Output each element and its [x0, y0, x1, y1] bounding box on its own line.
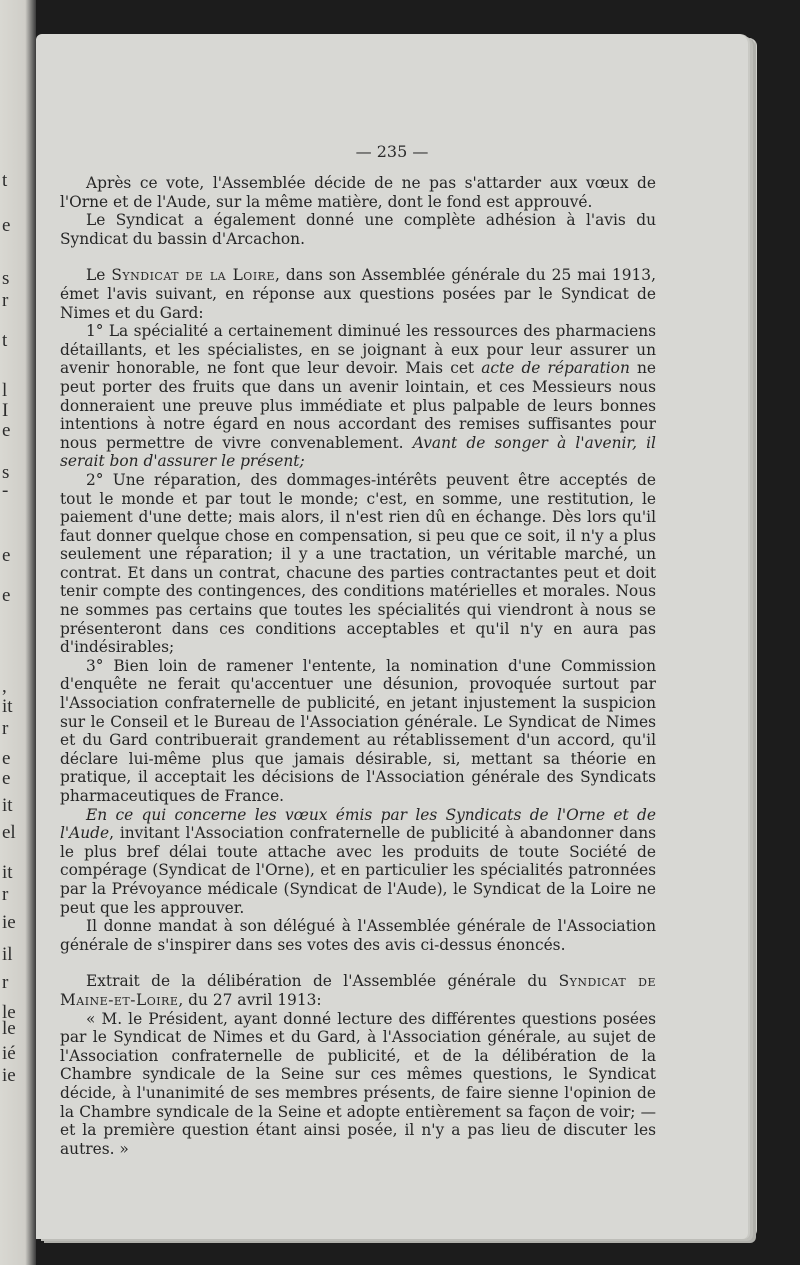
facing-page-fragment: l: [2, 380, 8, 401]
facing-page-fragment: r: [2, 884, 9, 905]
facing-page-fragment: le: [2, 1018, 16, 1039]
facing-page-fragment: el: [2, 822, 16, 843]
facing-page-edge: [0, 0, 36, 1265]
paragraph-2: Le Syndicat a également donné une complète adhésion à l'avis du Syndicat du bassin d'Arcachon.: [60, 211, 656, 248]
paragraph-4-b: ne peut porter des fruits que dans un avenir lointain, et ces Messieurs nous donneraient une preuve plus immédiate et plus palpable de leurs bonnes intentions à notre égard en nous accordant des remises suffisantes pour nous permettre de vivre convenablement.: [60, 359, 656, 452]
paragraph-3-rest: , dans son Assemblée générale du 25 mai 1913, émet l'avis suivant, en réponse aux questions posées par le Syndicat de Nimes et du Gard:: [60, 266, 656, 322]
paragraph-4: [60, 322, 656, 471]
page-number: — 235 —: [355, 142, 429, 161]
facing-page-fragment: s: [2, 462, 10, 483]
facing-page-fragment: e: [2, 768, 11, 789]
facing-page-fragment: s: [2, 268, 10, 289]
facing-page-fragment: it: [2, 696, 13, 717]
paragraph-7-italic: En ce qui concerne les vœux émis par les Syndicats de l'Orne et de l'Aude: [60, 805, 656, 843]
syndicat-loire-name: Syndicat de la Loire: [111, 266, 275, 285]
facing-page-fragment: il: [2, 944, 13, 965]
paragraph-4-italic-2: Avant de songer à l'avenir, il serait bon d'assurer le présent;: [60, 433, 656, 471]
paragraph-7: [60, 806, 656, 918]
paragraph-7-rest: , invitant l'Association confraternelle de publicité à abandonner dans le plus bref délai toute attache avec les produits de toute Société de compérage (Syndicat de l'Orne), et en particulier les spécialités patronnées par la Prévoyance médicale (Syndicat de l'Aude), le Syndicat de la Loire ne peut que les approuver.: [60, 824, 656, 917]
page-body: [60, 174, 656, 1158]
paragraph-9-lead: Extrait de la délibération de l'Assemblée générale du: [86, 972, 559, 991]
paragraph-9: [60, 972, 656, 1009]
paragraph-4-italic-1: acte de réparation: [481, 359, 630, 378]
paragraph-3-lead: Le: [86, 266, 112, 285]
paragraph-5: 2° Une réparation, des dommages-intérêts peuvent être acceptés de tout le monde et par tout le monde; c'est, en somme, une restitution, le paiement d'une dette; mais alors, il n'est rien dû en échange. Dès lors qu'il faut donner quelque chose en compensation, si peu que ce soit, il n'y a plus seulement une réparation; il y a une tractation, un véritable marché, un contrat. Et dans un contrat, chacune des parties contractantes peut et doit tenir compte des contingences, des conditions matérielles et morales. Nous ne sommes pas certains que toutes les spécialités qui viendront à nous se présenteront dans ces conditions acceptables et qu'il n'y en aura pas d'indésirables;: [60, 470, 656, 657]
paragraph-3: [60, 266, 656, 322]
facing-page-fragment: e: [2, 748, 11, 769]
facing-page-fragment: e: [2, 585, 11, 606]
facing-page-fragment: t: [2, 170, 8, 191]
facing-page-fragment: it: [2, 862, 13, 883]
facing-page-fragment: ié: [2, 1043, 16, 1064]
paragraph-4-a: 1° La spécialité a certainement diminué les ressources des pharmaciens détaillants, et les spécialistes, en se joignant à eux pour leur assurer un avenir honorable, ne font que leur devoir. Mais cet: [60, 322, 656, 378]
facing-page-fragment: I: [2, 400, 9, 421]
paragraph-10: « M. le Président, ayant donné lecture des différentes questions posées par le Syndicat de Nimes et du Gard, à l'Association générale, au sujet de l'Association confraternelle de publicité, et de la délibération de la Chambre syndicale de la Seine sur ces mêmes questions, le Syndicat décide, à l'unanimité de ses membres présents, de faire sienne l'opinion de la Chambre syndicale de la Seine et adopte entièrement sa façon de voir; — et la première question étant ainsi posée, il n'y a pas lieu de discuter les autres. »: [60, 1009, 656, 1158]
facing-page-fragment: -: [2, 480, 9, 501]
facing-page-fragment: ie: [2, 912, 16, 933]
paragraph-8: Il donne mandat à son délégué à l'Assemblée générale de l'Association générale de s'inspirer dans ses votes des avis ci-dessus énoncés.: [60, 917, 656, 954]
paragraph-9-rest: , du 27 avril 1913:: [178, 990, 322, 1009]
facing-page-fragment: e: [2, 545, 11, 566]
facing-page-fragment: ,: [2, 676, 7, 697]
paragraph-1: Après ce vote, l'Assemblée décide de ne pas s'attarder aux vœux de l'Orne et de l'Aude, sur la même matière, dont le fond est approuvé.: [60, 174, 656, 211]
book-page: [36, 34, 748, 1239]
paragraph-6: 3° Bien loin de ramener l'entente, la nomination d'une Commission d'enquête ne ferait qu'accentuer une désunion, provoquée surtout par l'Association confraternelle de publicité, en jetant injustement la suspicion sur le Conseil et le Bureau de l'Association générale. Le Syndicat de Nimes et du Gard contribuerait grandement au rétablissement d'un accord, qu'il déclare lui-même plus que jamais désirable, si, mettant sa théorie en pratique, il acceptait les décisions de l'Association générale des Syndicats pharmaceutiques de France.: [60, 656, 656, 805]
facing-page-fragment: e: [2, 215, 11, 236]
facing-page-fragment: ie: [2, 1065, 16, 1086]
facing-page-fragment: r: [2, 718, 9, 739]
facing-page-fragment: r: [2, 290, 9, 311]
facing-page-fragment: e: [2, 420, 11, 441]
facing-page-fragment: it: [2, 795, 13, 816]
facing-page-fragment: r: [2, 972, 9, 993]
syndicat-maine-et-loire-name: Syndicat de Maine-et-Loire: [60, 972, 656, 1009]
facing-page-fragment: le: [2, 1002, 16, 1023]
facing-page-fragment: t: [2, 330, 8, 351]
